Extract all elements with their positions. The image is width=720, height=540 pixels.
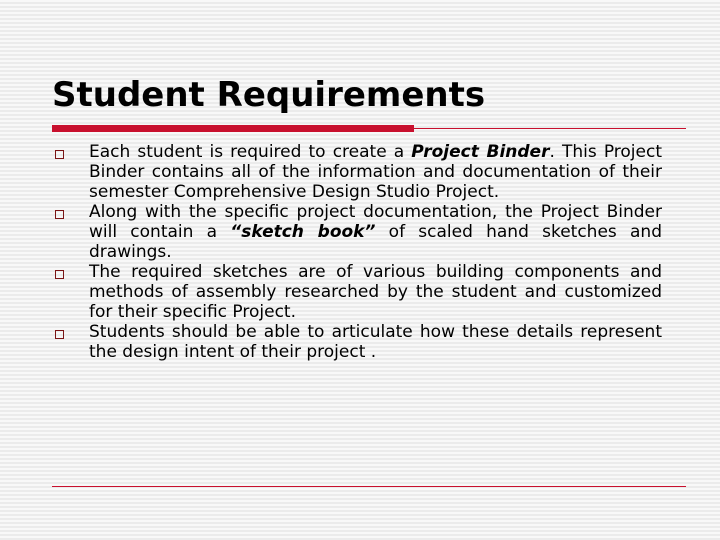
square-bullet-icon — [55, 270, 64, 279]
bullet-text-emphasis: “sketch book” — [230, 222, 376, 242]
footer-rule — [52, 486, 686, 487]
title-underline — [52, 125, 686, 133]
title-underline-thick — [52, 125, 414, 132]
list-item — [52, 322, 662, 362]
bullet-text — [89, 142, 662, 202]
bullet-text-before: Students should be able to articulate how these details represent the design intent of their project . — [89, 322, 662, 362]
list-item — [52, 202, 662, 262]
bullet-text-emphasis: Project Binder — [411, 142, 550, 162]
bullet-text — [89, 202, 662, 262]
list-item — [52, 262, 662, 322]
bullet-text-after: . This Project Binder contains all of the information and documentation of their semester Comprehensive Design Studio Project. — [89, 142, 662, 202]
bullet-text-before: The required sketches are of various building components and methods of assembly researched by the student and customized for their specific Project. — [89, 262, 662, 322]
square-bullet-icon — [55, 330, 64, 339]
bullet-text — [89, 262, 662, 322]
bullet-text-before: Each student is required to create a — [89, 142, 412, 162]
square-bullet-icon — [55, 150, 64, 159]
bullet-list — [52, 142, 662, 362]
bullet-text-after: of scaled hand sketches and drawings. — [89, 222, 662, 262]
bullet-text-before: Along with the specific project documentation, the Project Binder will contain a — [89, 202, 662, 242]
square-bullet-icon — [55, 210, 64, 219]
bullet-text — [89, 322, 662, 362]
slide-title: Student Requirements — [52, 75, 486, 115]
list-item — [52, 142, 662, 202]
